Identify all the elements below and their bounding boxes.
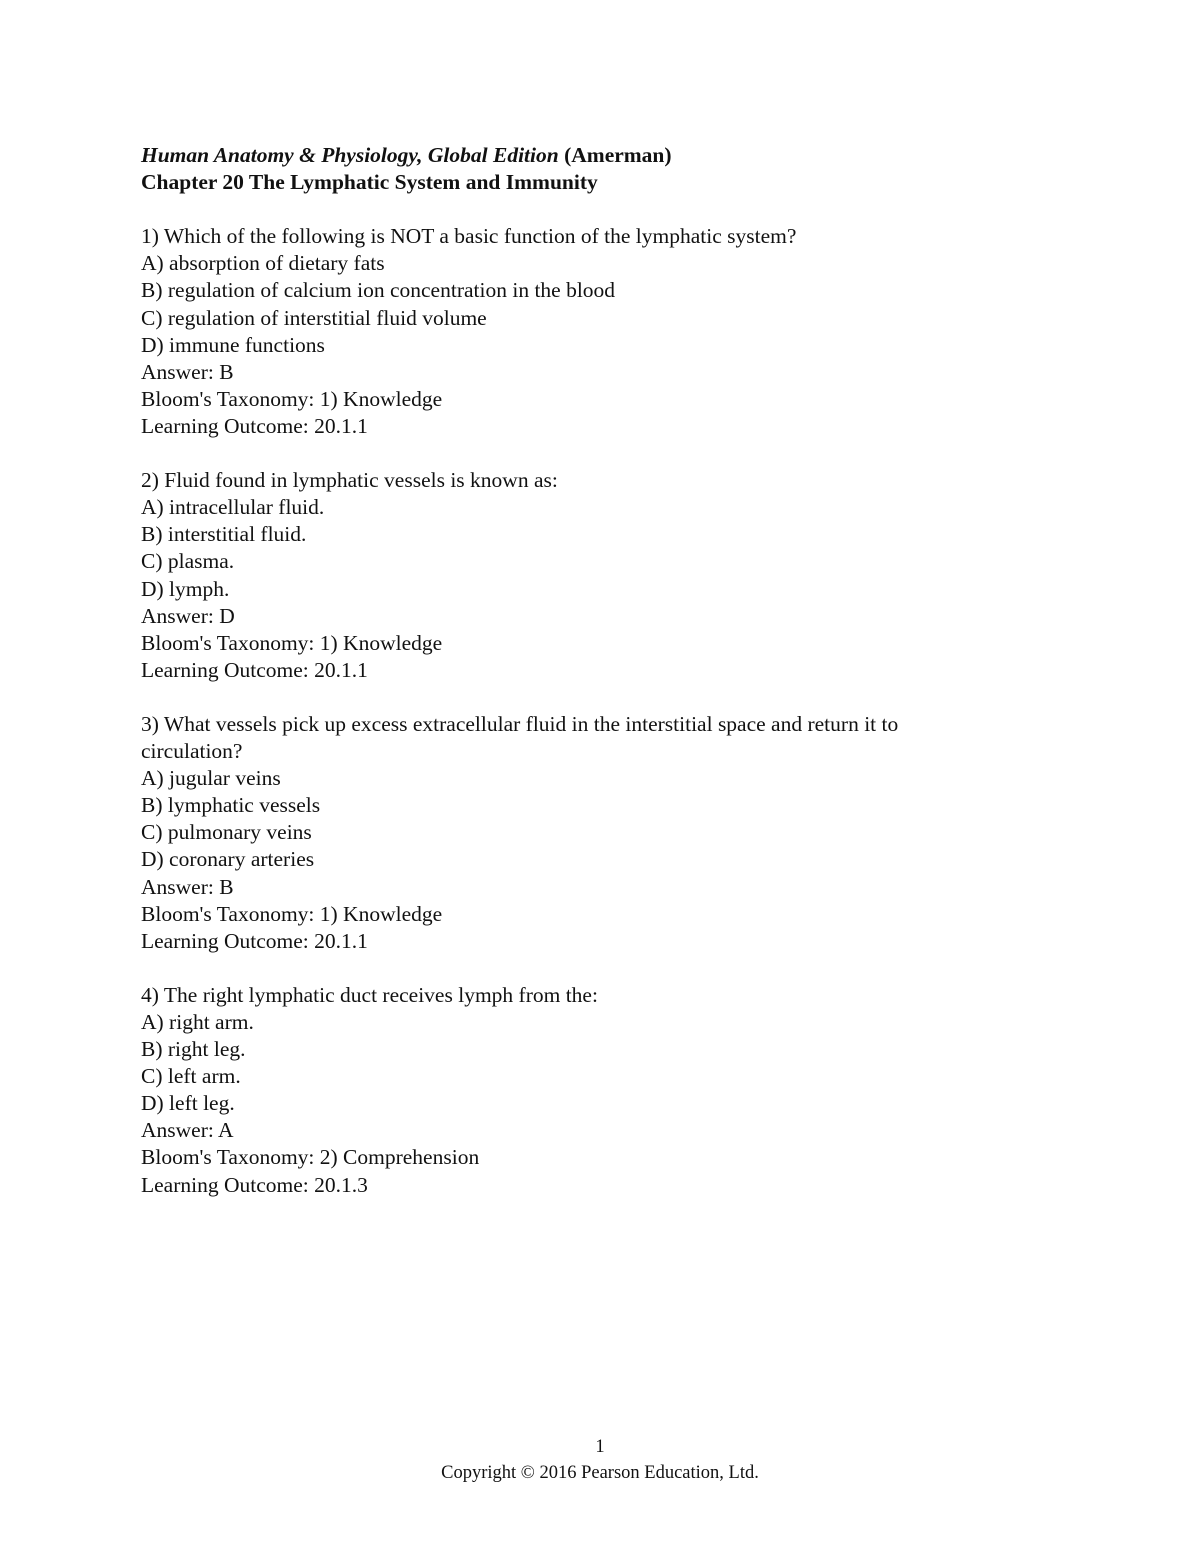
correct-answer: Answer: B — [141, 359, 234, 384]
book-author: (Amerman) — [558, 143, 672, 167]
answer-option: B) interstitial fluid. — [141, 522, 307, 547]
document-body — [141, 142, 1041, 1199]
answer-option: A) jugular veins — [141, 766, 281, 791]
question-3 — [141, 711, 1041, 955]
answer-option: C) plasma. — [141, 549, 235, 574]
learning-outcome: Learning Outcome: 20.1.1 — [141, 657, 368, 682]
answer-option: D) immune functions — [141, 332, 325, 357]
spacer — [141, 955, 1041, 982]
answer-option: D) coronary arteries — [141, 847, 315, 872]
learning-outcome: Learning Outcome: 20.1.1 — [141, 928, 368, 953]
answer-option: A) absorption of dietary fats — [141, 251, 385, 276]
question-stem: 3) What vessels pick up excess extracellular fluid in the interstitial space and return it to — [141, 711, 899, 736]
correct-answer: Answer: D — [141, 603, 235, 628]
spacer — [141, 684, 1041, 711]
correct-answer: Answer: A — [141, 1118, 234, 1143]
blooms-taxonomy: Bloom's Taxonomy: 1) Knowledge — [141, 386, 443, 411]
book-title: Human Anatomy & Physiology, Global Edition — [141, 143, 559, 167]
question-1 — [141, 223, 1041, 440]
question-stem-continued: circulation? — [141, 739, 243, 764]
correct-answer: Answer: B — [141, 874, 234, 899]
answer-option: D) left leg. — [141, 1091, 235, 1116]
copyright-notice: Copyright © 2016 Pearson Education, Ltd. — [441, 1463, 759, 1483]
question-stem: 2) Fluid found in lymphatic vessels is known as: — [141, 468, 558, 493]
blooms-taxonomy: Bloom's Taxonomy: 1) Knowledge — [141, 630, 443, 655]
answer-option: C) left arm. — [141, 1064, 241, 1089]
answer-option: B) right leg. — [141, 1037, 246, 1062]
page-number: 1 — [595, 1437, 605, 1457]
spacer — [141, 196, 1041, 223]
answer-option: B) lymphatic vessels — [141, 793, 321, 818]
answer-option: C) pulmonary veins — [141, 820, 312, 845]
question-4 — [141, 982, 1041, 1199]
book-title-line — [141, 142, 1041, 169]
chapter-heading: Chapter 20 The Lymphatic System and Immunity — [141, 170, 598, 195]
learning-outcome: Learning Outcome: 20.1.3 — [141, 1172, 368, 1197]
spacer — [141, 440, 1041, 467]
learning-outcome: Learning Outcome: 20.1.1 — [141, 413, 368, 438]
blooms-taxonomy: Bloom's Taxonomy: 1) Knowledge — [141, 901, 443, 926]
answer-option: A) intracellular fluid. — [141, 495, 325, 520]
answer-option: C) regulation of interstitial fluid volume — [141, 305, 487, 330]
answer-option: B) regulation of calcium ion concentration in the blood — [141, 278, 616, 303]
answer-option: A) right arm. — [141, 1010, 254, 1034]
answer-option: D) lymph. — [141, 576, 230, 601]
question-stem: 4) The right lymphatic duct receives lymph from the: — [141, 982, 598, 1007]
blooms-taxonomy: Bloom's Taxonomy: 2) Comprehension — [141, 1145, 480, 1170]
question-stem: 1) Which of the following is NOT a basic function of the lymphatic system? — [141, 224, 797, 249]
question-2 — [141, 467, 1041, 684]
